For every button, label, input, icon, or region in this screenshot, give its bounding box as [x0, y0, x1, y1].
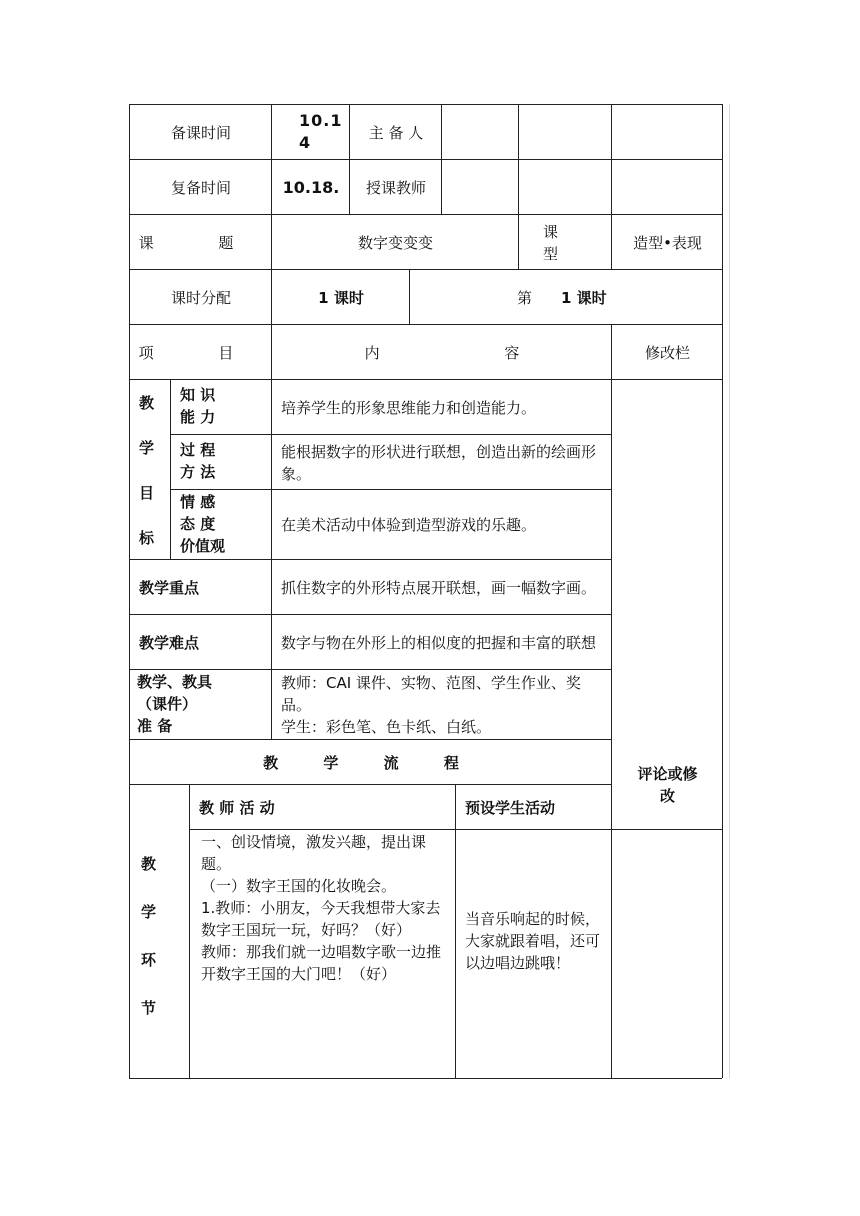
- table-border: [455, 784, 456, 1078]
- table-border: [129, 104, 722, 105]
- comment-label: 评论或修改: [637, 765, 698, 805]
- student-activity-text: 当音乐响起的时候，大家就跟着唱，还可以边唱边跳哦！: [465, 910, 601, 972]
- table-border: [409, 269, 410, 324]
- table-border: [129, 669, 611, 670]
- teacher-label: 授课教师: [365, 178, 426, 197]
- table-border: [129, 614, 611, 615]
- table-border: [129, 739, 611, 740]
- goal-text-process: 能根据数字的形状进行联想，创造出新的绘画形象。: [281, 442, 597, 483]
- goal-label-process: 过 程 方 法: [180, 441, 216, 481]
- table-border: [129, 784, 611, 785]
- table-border: [129, 379, 722, 380]
- prep-time-value: 10.1 4: [299, 111, 343, 152]
- type-value: 造型•表现: [633, 233, 702, 252]
- steps-side-char: 环: [141, 951, 157, 969]
- lesson-label: 第: [517, 288, 533, 307]
- table-border: [271, 104, 272, 739]
- goal-text-knowledge: 培养学生的形象思维能力和创造能力。: [281, 398, 537, 417]
- table-border: [170, 489, 611, 490]
- steps-side-char: 学: [141, 903, 157, 921]
- table-border: [129, 269, 722, 270]
- goal-label-emotion: 情 感 态 度 价值观: [180, 493, 226, 555]
- goals-side-char: 学: [139, 439, 155, 457]
- review-time-value: 10.18.: [282, 177, 340, 197]
- topic-label-text: 课 题: [138, 233, 264, 252]
- content-label: [273, 326, 611, 379]
- table-border: [611, 324, 612, 1078]
- table-border: [129, 159, 722, 160]
- goals-side-label: [131, 381, 170, 559]
- table-border: [518, 104, 519, 269]
- flow-title: [131, 741, 611, 784]
- goal-text-emotion: 在美术活动中体验到造型游戏的乐趣。: [281, 516, 537, 534]
- flow-title-text: 教 学 流 程: [263, 753, 479, 772]
- goals-side-char: 教: [139, 394, 155, 412]
- type-label-text: 课 型: [542, 222, 588, 263]
- topic-label: [131, 216, 271, 269]
- lesson-number: [411, 271, 722, 324]
- focus-text: 抓住数字的外形特点展开联想，画一幅数字画。: [281, 578, 597, 597]
- student-activity-label: 预设学生活动: [465, 798, 556, 817]
- steps-side-char: 教: [141, 855, 157, 873]
- table-border: [129, 214, 722, 215]
- table-border: [189, 784, 190, 1078]
- table-border: [722, 104, 723, 1078]
- steps-side-char: 节: [141, 999, 157, 1017]
- type-label: [520, 216, 611, 269]
- teacher-activity-text: 一、创设情境，激发兴趣，提出课题。 （一）数字王国的化妆晚会。 1.教师：小朋友，今天我想带大家去数字王国玩一玩，好吗？（好） 教师：那我们就一边唱数字歌一边推开数字王国的大门吧！（好）: [201, 833, 442, 983]
- period-label: 课时分配: [170, 288, 231, 307]
- goals-side-char: 目: [139, 484, 155, 502]
- goals-side-char: 标: [139, 529, 155, 547]
- table-border: [129, 104, 130, 1078]
- lesson-value: 1 课时: [561, 288, 607, 307]
- page-edge-line: [729, 104, 730, 1078]
- review-time-label: 复备时间: [170, 178, 231, 197]
- tools-text: 教师：CAI 课件、实物、范图、学生作业、奖品。 学生：彩色笔、色卡纸、白纸。: [281, 674, 581, 736]
- steps-side-label: [131, 831, 189, 1078]
- goal-label-knowledge: 知 识 能 力: [180, 386, 216, 426]
- prep-time-label: 备课时间: [170, 123, 231, 142]
- table-border: [611, 104, 612, 269]
- teacher-activity-label: 教 师 活 动: [199, 798, 275, 817]
- tools-label: 教学、教具 （课件） 准 备: [137, 673, 213, 735]
- table-border: [170, 379, 171, 559]
- table-border: [129, 324, 722, 325]
- table-border: [129, 1078, 722, 1079]
- item-label: [131, 326, 271, 379]
- revision-label: 修改栏: [644, 343, 690, 362]
- period-value: 1 课时: [318, 288, 364, 307]
- table-border: [349, 104, 350, 214]
- content-label-text: 内 容: [364, 343, 580, 362]
- table-border: [170, 434, 611, 435]
- table-border: [441, 104, 442, 214]
- preparer-label: 主 备 人: [368, 123, 424, 142]
- difficulty-text: 数字与物在外形上的相似度的把握和丰富的联想: [281, 633, 597, 652]
- item-label-text: 项 目: [138, 343, 264, 362]
- topic-value: 数字变变变: [357, 233, 433, 252]
- difficulty-label: 教学难点: [139, 633, 200, 652]
- focus-label: 教学重点: [139, 578, 200, 597]
- table-border: [129, 559, 611, 560]
